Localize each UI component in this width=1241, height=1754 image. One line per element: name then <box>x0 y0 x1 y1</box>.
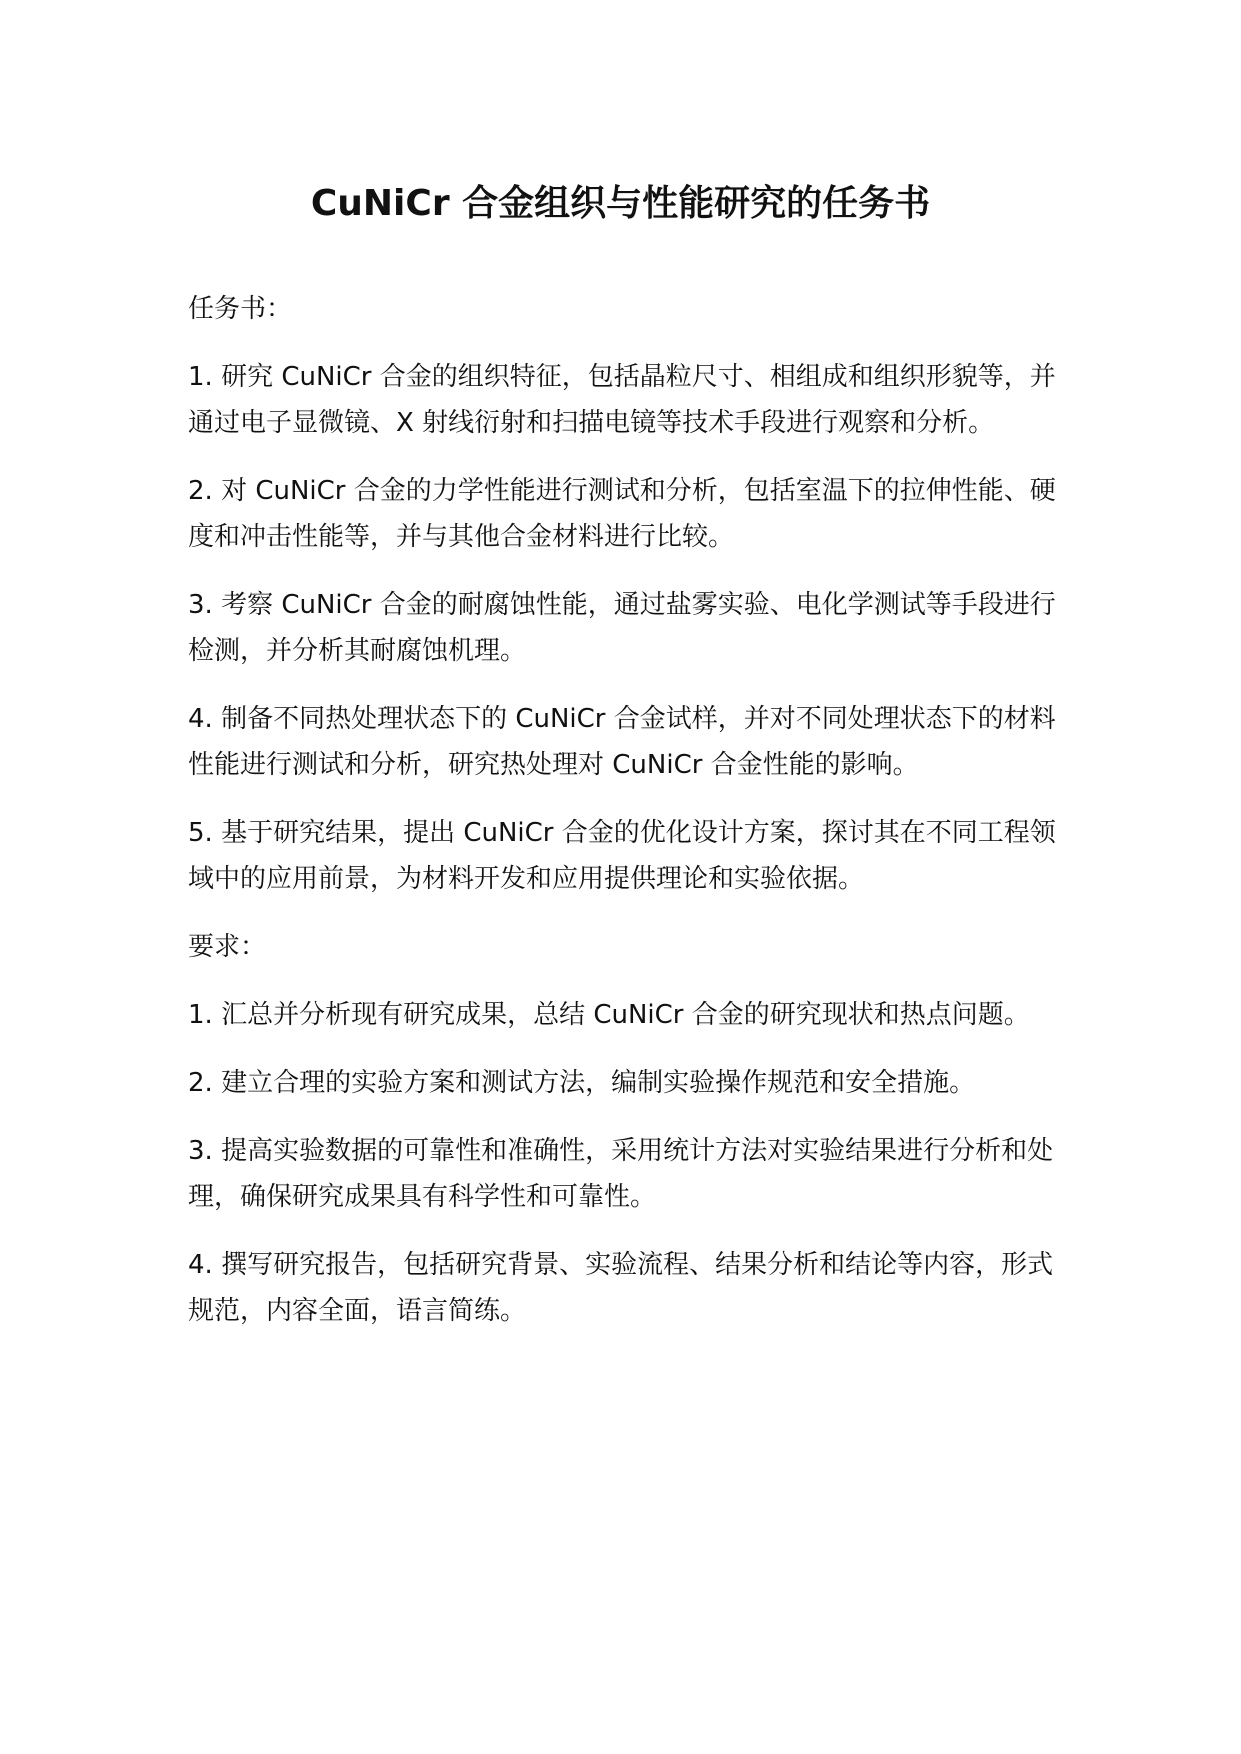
task-item-1: 1. 研究 CuNiCr 合金的组织特征，包括晶粒尺寸、相组成和组织形貌等，并通过电子显微镜、X 射线衍射和扫描电镜等技术手段进行观察和分析。 <box>188 362 1056 438</box>
requirement-item-4: 4. 撰写研究报告，包括研究背景、实验流程、结果分析和结论等内容，形式规范，内容全面，语言简练。 <box>188 1250 1054 1326</box>
requirement-item-3: 3. 提高实验数据的可靠性和准确性，采用统计方法对实验结果进行分析和处理，确保研究成果具有科学性和可靠性。 <box>188 1136 1054 1212</box>
requirement-item-2: 2. 建立合理的实验方案和测试方法，编制实验操作规范和安全措施。 <box>188 1068 976 1098</box>
task-item-4: 4. 制备不同热处理状态下的 CuNiCr 合金试样，并对不同处理状态下的材料性能进行测试和分析，研究热处理对 CuNiCr 合金性能的影响。 <box>188 704 1056 780</box>
task-item-2: 2. 对 CuNiCr 合金的力学性能进行测试和分析，包括室温下的拉伸性能、硬度和冲击性能等，并与其他合金材料进行比较。 <box>188 476 1056 552</box>
task-item-3: 3. 考察 CuNiCr 合金的耐腐蚀性能，通过盐雾实验、电化学测试等手段进行检测，并分析其耐腐蚀机理。 <box>188 590 1056 666</box>
document-body <box>188 286 1068 1356</box>
document-title: CuNiCr 合金组织与性能研究的任务书 <box>310 183 931 224</box>
requirement-item-1: 1. 汇总并分析现有研究成果，总结 CuNiCr 合金的研究现状和热点问题。 <box>188 1000 1030 1030</box>
requirements-heading: 要求： <box>188 932 267 962</box>
tasks-heading: 任务书： <box>188 294 293 324</box>
task-item-5: 5. 基于研究结果，提出 CuNiCr 合金的优化设计方案，探讨其在不同工程领域中的应用前景，为材料开发和应用提供理论和实验依据。 <box>188 818 1056 894</box>
